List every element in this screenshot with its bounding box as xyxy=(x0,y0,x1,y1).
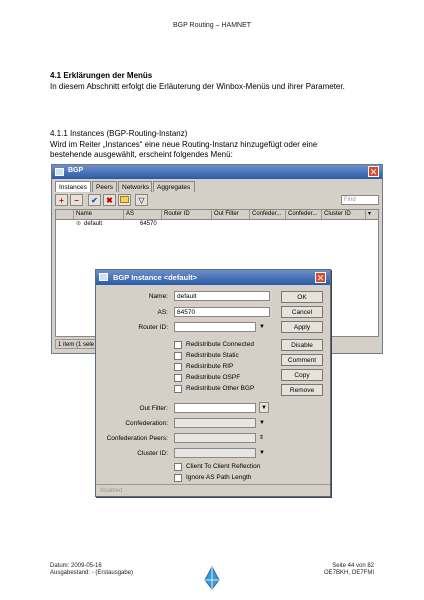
tab-peers[interactable]: Peers xyxy=(92,181,117,192)
dialog-close-icon[interactable]: ✕ xyxy=(316,273,325,283)
footer-page-number: Seite 44 von 82 xyxy=(332,563,374,569)
column-out-filter[interactable]: Out Filter xyxy=(212,210,250,219)
name-label: Name: xyxy=(148,293,168,300)
cluster-id-dropdown-icon[interactable]: ▼ xyxy=(259,450,265,456)
copy-button[interactable]: Copy xyxy=(281,369,323,381)
column-name[interactable]: Name xyxy=(74,210,124,219)
remove-button[interactable]: Remove xyxy=(281,384,323,396)
apply-button[interactable]: Apply xyxy=(281,321,323,333)
row-name: default xyxy=(84,221,103,227)
tab-instances[interactable]: Instances xyxy=(55,181,91,192)
disable-icon[interactable]: ✖ xyxy=(103,194,116,206)
bgp-window-titlebar[interactable] xyxy=(52,165,382,179)
comment-button[interactable]: Comment xyxy=(281,354,323,366)
cluster-id-label: Cluster ID: xyxy=(137,450,168,457)
router-id-input[interactable] xyxy=(174,322,256,332)
tab-networks[interactable]: Networks xyxy=(118,181,152,192)
redistribute-rip-label: Redistribute RIP xyxy=(186,363,234,370)
client-reflection-checkbox[interactable] xyxy=(174,463,182,471)
enable-icon[interactable]: ✔ xyxy=(88,194,101,206)
bgp-window-title: BGP xyxy=(68,167,84,174)
router-id-label: Router ID: xyxy=(138,324,168,331)
dialog-title: BGP Instance <default> xyxy=(113,273,198,282)
table-row[interactable] xyxy=(56,220,378,228)
body-line-2: bestehende ausgewählt, erscheint folgendes Menü: xyxy=(50,150,233,159)
page-header: BGP Routing – HAMNET xyxy=(172,22,252,29)
redistribute-connected-checkbox[interactable] xyxy=(174,341,182,349)
column-as[interactable]: AS xyxy=(124,210,162,219)
confederation-label: Confederation: xyxy=(125,420,168,427)
redistribute-ospf-label: Redistribute OSPF xyxy=(186,374,241,381)
as-input[interactable]: 64570 xyxy=(174,307,270,317)
dialog-window-icon xyxy=(99,273,108,281)
list-header xyxy=(56,210,378,220)
name-input[interactable]: default xyxy=(174,291,270,301)
confederation-peers-stepper-icon[interactable]: ⇕ xyxy=(259,435,265,441)
confederation-peers-label: Confederation Peers: xyxy=(106,435,168,442)
body-line-1: Wird im Reiter „Instances“ eine neue Routing-Instanz hinzugefügt oder eine xyxy=(50,140,318,149)
out-filter-input[interactable] xyxy=(174,403,256,413)
redistribute-static-checkbox[interactable] xyxy=(174,352,182,360)
ok-button[interactable]: OK xyxy=(281,291,323,303)
bgp-instance-dialog xyxy=(95,269,331,497)
comment-icon[interactable] xyxy=(118,194,131,206)
redistribute-other-bgp-label: Redistribute Other BGP xyxy=(186,385,255,392)
redistribute-other-bgp-checkbox[interactable] xyxy=(174,385,182,393)
section-heading: 4.1 Erklärungen der Menüs xyxy=(50,71,153,80)
redistribute-static-label: Redistribute Static xyxy=(186,352,239,359)
row-as: 64570 xyxy=(140,221,157,227)
column-cluster-id[interactable]: Cluster ID xyxy=(322,210,366,219)
footer-edition: Ausgabestand: - (Erstausgabe) xyxy=(50,570,134,576)
out-filter-label: Out Filter: xyxy=(139,405,168,412)
dialog-titlebar[interactable] xyxy=(96,270,330,285)
redistribute-connected-label: Redistribute Connected xyxy=(186,341,254,348)
redistribute-rip-checkbox[interactable] xyxy=(174,363,182,371)
out-filter-dropdown-icon[interactable]: ▼ xyxy=(259,402,269,413)
confederation-input[interactable] xyxy=(174,418,256,428)
column-menu-icon[interactable]: ▾ xyxy=(368,211,372,217)
ignore-as-path-label: Ignore AS Path Length xyxy=(186,474,252,481)
cluster-id-input[interactable] xyxy=(174,448,256,458)
confederation-peers-input[interactable] xyxy=(174,433,256,443)
remove-icon[interactable]: − xyxy=(70,194,83,206)
client-reflection-label: Client To Client Reflection xyxy=(186,463,261,470)
window-icon xyxy=(55,168,64,176)
router-id-dropdown-icon[interactable]: ▼ xyxy=(259,324,265,330)
footer-authors: OE7BKH, OE7FMI xyxy=(323,570,374,576)
tab-aggregates[interactable]: Aggregates xyxy=(153,181,195,192)
as-label: AS: xyxy=(157,309,168,316)
disable-button[interactable]: Disable xyxy=(281,339,323,351)
close-icon[interactable]: ✕ xyxy=(369,167,378,177)
column-router-id[interactable]: Router ID xyxy=(162,210,212,219)
column-spacer xyxy=(56,210,74,219)
column-confederation-peers[interactable]: Confeder... xyxy=(286,210,322,219)
filter-icon[interactable]: ▽ xyxy=(135,194,148,206)
add-icon[interactable]: + xyxy=(55,194,68,206)
ignore-as-path-checkbox[interactable] xyxy=(174,474,182,482)
dialog-status-bar: disabled xyxy=(96,484,330,496)
instance-icon: ⊛ xyxy=(76,221,82,227)
footer-date: Datum: 2009-05-16 xyxy=(50,563,102,569)
subsection-heading: 4.1.1 Instances (BGP-Routing-Instanz) xyxy=(50,129,188,138)
section-intro: In diesem Abschnitt erfolgt die Erläuterung der Winbox-Menüs und ihrer Parameter. xyxy=(50,82,345,91)
column-confederation[interactable]: Confeder... xyxy=(250,210,286,219)
confederation-dropdown-icon[interactable]: ▼ xyxy=(259,420,265,426)
find-input[interactable]: Find xyxy=(341,195,379,205)
bgp-status-bar: 1 item (1 sele xyxy=(55,339,175,349)
redistribute-ospf-checkbox[interactable] xyxy=(174,374,182,382)
bgp-toolbar xyxy=(55,194,379,208)
hamnet-logo-icon xyxy=(204,566,220,590)
cancel-button[interactable]: Cancel xyxy=(281,306,323,318)
